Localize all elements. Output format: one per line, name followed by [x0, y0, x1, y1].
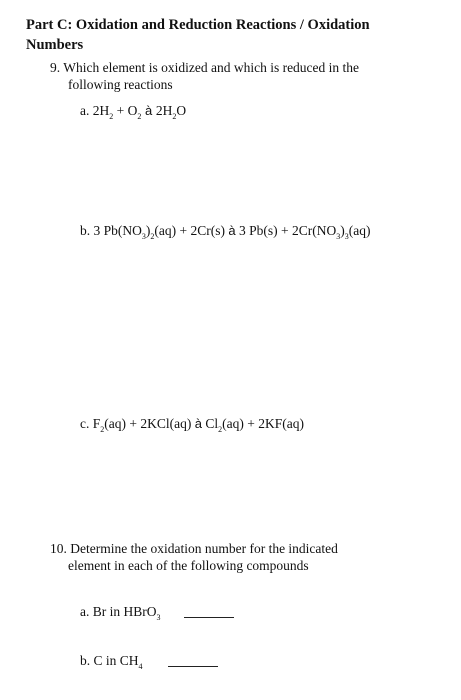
compound-text: Br in HBrO	[92, 604, 157, 619]
reaction-9a	[80, 102, 186, 122]
subscript: 2	[137, 112, 142, 121]
formula-part: 3 Pb(s) + 2Cr(NO	[235, 223, 337, 238]
question-9-prompt-line-2: following reactions	[68, 77, 173, 92]
answer-blank-10a[interactable]	[184, 617, 234, 618]
subscript: 2	[172, 112, 177, 121]
formula-part: O	[176, 103, 187, 118]
formula-part: (aq) + 2KCl(aq)	[104, 416, 195, 431]
item-label: b.	[80, 223, 91, 238]
subscript: 3	[141, 232, 146, 241]
question-10-prompt-line-1: 10. Determine the oxidation number for the indicated	[50, 541, 338, 556]
compound-text: C in CH	[93, 653, 139, 668]
formula-part: )	[145, 223, 151, 238]
section-title-line-1: Part C: Oxidation and Reduction Reactions / Oxidation	[26, 17, 370, 33]
formula-part: (aq)	[348, 223, 371, 238]
reaction-arrow-glyph: à	[194, 416, 202, 431]
subscript: 3	[336, 232, 341, 241]
question-10-prompt-line-2: element in each of the following compounds	[68, 558, 309, 573]
reaction-arrow-glyph: à	[228, 223, 236, 238]
formula-part: (aq) + 2KF(aq)	[222, 416, 304, 431]
subscript: 2	[150, 232, 155, 241]
formula-part: 2H	[92, 103, 110, 118]
formula-part: (aq) + 2Cr(s)	[154, 223, 229, 238]
subscript: 4	[138, 662, 143, 671]
subscript: 2	[109, 112, 114, 121]
formula-part: F	[92, 416, 101, 431]
subscript: 3	[344, 232, 349, 241]
question-9-prompt-line-1: 9. Which element is oxidized and which is reduced in the	[50, 60, 360, 75]
compound-10b	[80, 652, 218, 672]
formula-part: 2H	[155, 103, 173, 118]
item-label: a.	[80, 103, 90, 118]
formula-part: + O	[113, 103, 138, 118]
formula-part: 3 Pb(NO	[93, 223, 142, 238]
formula-part: Cl	[201, 416, 219, 431]
subscript: 3	[156, 613, 161, 622]
item-label: a.	[80, 604, 90, 619]
subscript: 2	[100, 425, 105, 434]
formula-part: )	[340, 223, 345, 238]
section-title-line-2: Numbers	[26, 37, 84, 53]
item-label: c.	[80, 416, 90, 431]
answer-blank-10b[interactable]	[168, 666, 218, 667]
reaction-arrow-glyph: à	[141, 103, 156, 118]
item-label: b.	[80, 653, 91, 668]
reaction-9b	[80, 222, 370, 242]
reaction-9c	[80, 415, 304, 435]
subscript: 2	[218, 425, 223, 434]
compound-10a	[80, 603, 234, 623]
